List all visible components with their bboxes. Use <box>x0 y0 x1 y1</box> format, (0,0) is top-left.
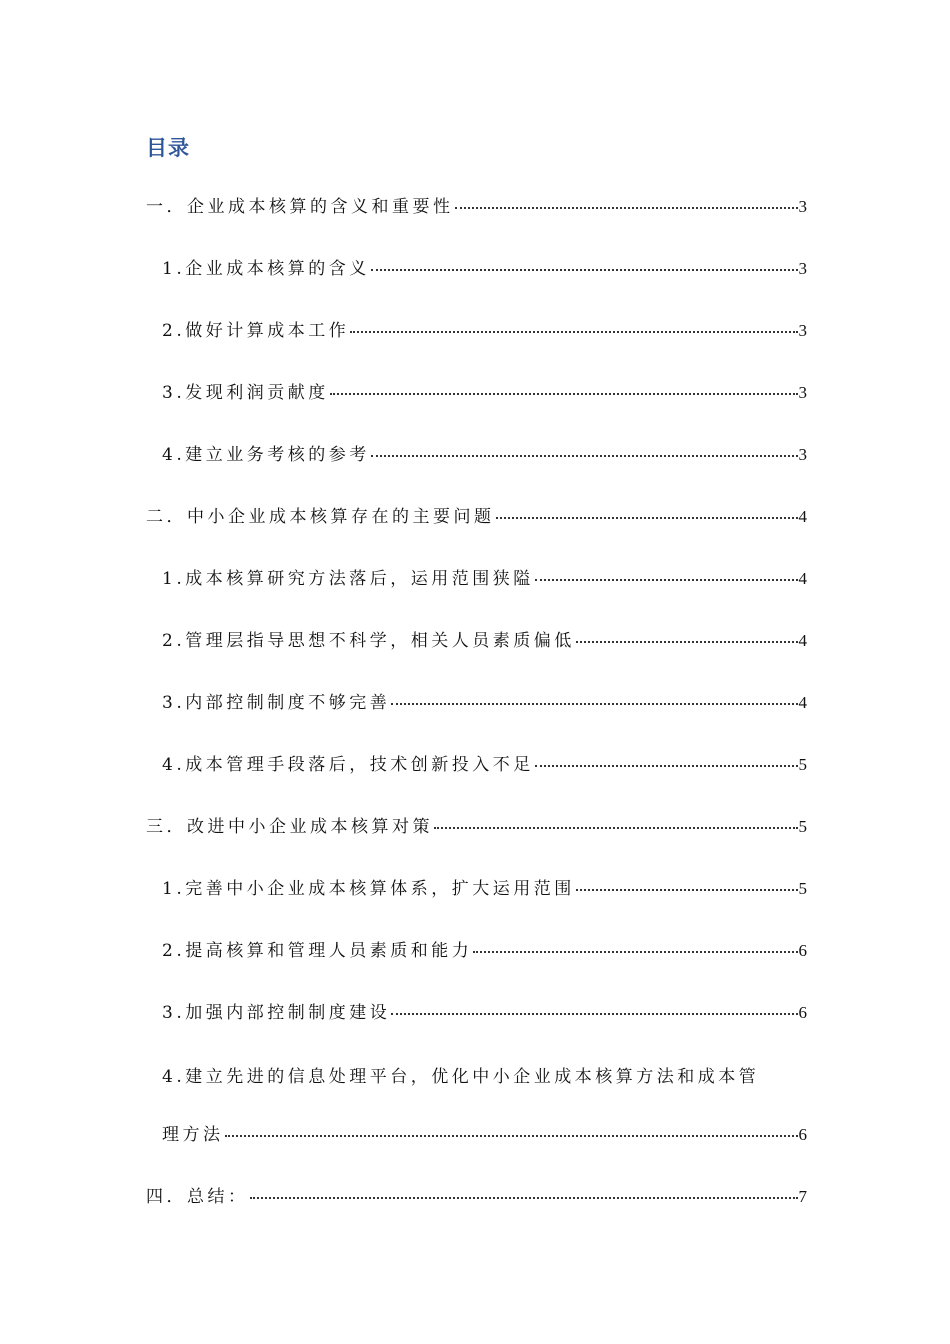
toc-entry-label: 4.成本管理手段落后，技术创新投入不足 <box>162 755 534 775</box>
toc-entry-page: 3 <box>798 259 807 278</box>
dot-leader <box>455 206 798 209</box>
toc-entry-page: 5 <box>798 817 807 836</box>
dot-leader <box>391 702 797 705</box>
dot-leader <box>225 1134 798 1137</box>
dot-leader <box>434 826 798 829</box>
toc-entry[interactable] <box>162 564 807 594</box>
toc-entry[interactable] <box>146 192 807 222</box>
toc-entry-page: 6 <box>798 1003 807 1022</box>
toc-title: 目录 <box>146 136 190 160</box>
dot-leader <box>473 950 797 953</box>
toc-entry-label: 2.管理层指导思想不科学，相关人员素质偏低 <box>162 631 575 651</box>
toc-entry[interactable] <box>162 936 807 966</box>
toc-entry-label: 二．中小企业成本核算存在的主要问题 <box>146 507 495 527</box>
dot-leader <box>535 764 798 767</box>
toc-entry-page: 3 <box>798 197 807 216</box>
toc-entry-page: 5 <box>798 879 807 898</box>
toc-entry-label: 1.成本核算研究方法落后，运用范围狭隘 <box>162 569 534 589</box>
toc-entry[interactable] <box>146 1182 807 1212</box>
toc-entry-label: 2.做好计算成本工作 <box>162 321 350 341</box>
dot-leader <box>371 268 798 271</box>
toc-entry-label: 2.提高核算和管理人员素质和能力 <box>162 941 473 961</box>
toc-entry-label-line1[interactable]: 4.建立先进的信息处理平台，优化中小企业成本核算方法和成本管 <box>162 1067 760 1087</box>
dot-leader <box>391 1012 797 1015</box>
toc-entry[interactable] <box>146 502 807 532</box>
toc-entry-page: 3 <box>798 321 807 340</box>
dot-leader <box>330 392 798 395</box>
toc-entry[interactable] <box>162 998 807 1028</box>
dot-leader <box>250 1196 798 1199</box>
toc-entry-page: 3 <box>798 383 807 402</box>
dot-leader <box>496 516 798 519</box>
dot-leader <box>371 454 798 457</box>
toc-entry-page: 3 <box>798 445 807 464</box>
toc-entry-page: 4 <box>798 631 807 650</box>
toc-entry[interactable] <box>162 750 807 780</box>
toc-entry[interactable] <box>162 254 807 284</box>
toc-entry-page: 6 <box>798 941 807 960</box>
toc-entry[interactable] <box>146 812 807 842</box>
toc-entry-label: 4.建立业务考核的参考 <box>162 445 370 465</box>
toc-entry-page: 5 <box>798 755 807 774</box>
dot-leader <box>535 578 798 581</box>
toc-entry-label: 理方法 <box>162 1125 224 1145</box>
toc-entry[interactable] <box>162 874 807 904</box>
toc-entry-label: 1.完善中小企业成本核算体系，扩大运用范围 <box>162 879 575 899</box>
toc-entry[interactable] <box>162 1120 807 1150</box>
toc-entry-label: 四．总结： <box>146 1187 249 1207</box>
dot-leader <box>576 640 798 643</box>
toc-entry-page: 4 <box>798 693 807 712</box>
toc-entry[interactable] <box>162 688 807 718</box>
toc-entry-page: 6 <box>798 1125 807 1144</box>
toc-entry[interactable] <box>162 626 807 656</box>
toc-entry-page: 4 <box>798 507 807 526</box>
toc-entry-label: 3.加强内部控制制度建设 <box>162 1003 391 1023</box>
toc-entry-label: 一．企业成本核算的含义和重要性 <box>146 197 454 217</box>
toc-entry-label: 3.发现利润贡献度 <box>162 383 329 403</box>
dot-leader <box>350 330 797 333</box>
toc-entry-page: 7 <box>798 1187 807 1206</box>
toc-entry[interactable] <box>162 378 807 408</box>
toc-entry[interactable] <box>162 440 807 470</box>
toc-entry-label: 3.内部控制制度不够完善 <box>162 693 391 713</box>
toc-entry[interactable] <box>162 316 807 346</box>
dot-leader <box>576 888 798 891</box>
toc-entry-label: 三．改进中小企业成本核算对策 <box>146 817 433 837</box>
toc-entry-page: 4 <box>798 569 807 588</box>
toc-entry-label: 1.企业成本核算的含义 <box>162 259 370 279</box>
